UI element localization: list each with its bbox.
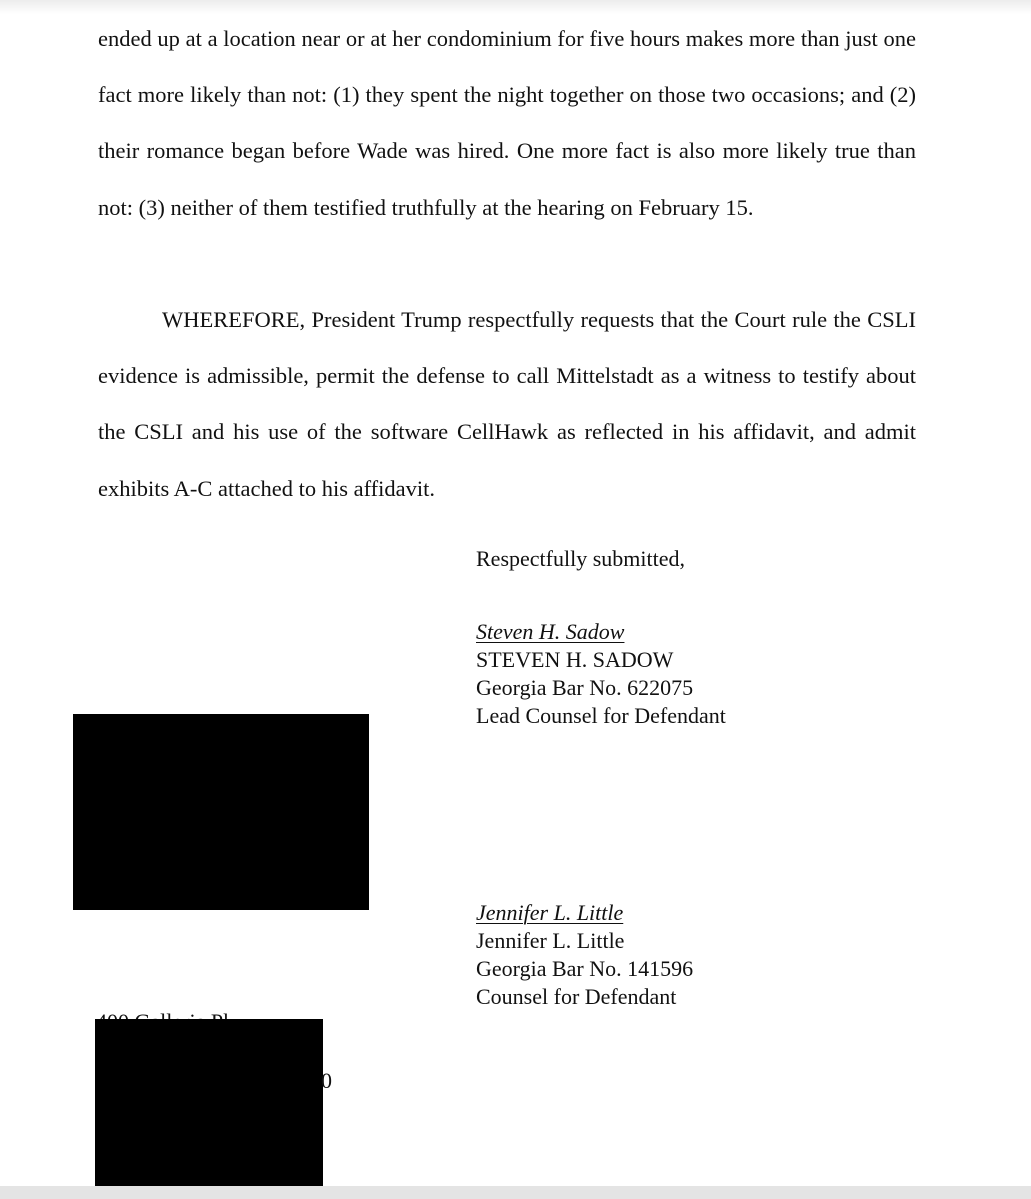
wherefore-paragraph: WHEREFORE, President Trump respectfully requests that the Court rule the CSLI evidence is admissible, permit the defense to call Mittelstadt as a witness to testify about the CSLI and his use of the software CellHawk as reflected in his affidavit, and admit exhibits A-C attached to his affidavit. bbox=[98, 307, 916, 501]
redaction-residue-text bbox=[96, 1011, 266, 1019]
bar-number: Georgia Bar No. 622075 bbox=[476, 675, 694, 700]
closing-line: Respectfully submitted, bbox=[476, 546, 685, 571]
signatory-name: Jennifer L. Little bbox=[476, 928, 625, 953]
redaction-residue-glyph: 0 bbox=[321, 1068, 332, 1093]
bar-number: Georgia Bar No. 141596 bbox=[476, 956, 694, 981]
signature-sadow: Steven H. Sadow bbox=[476, 619, 625, 644]
signature-block-counsel bbox=[476, 899, 693, 1011]
signatory-name: STEVEN H. SADOW bbox=[476, 647, 674, 672]
counsel-role: Counsel for Defendant bbox=[476, 984, 677, 1009]
signature-block-lead-counsel bbox=[476, 618, 726, 730]
signature-little: Jennifer L. Little bbox=[476, 900, 624, 925]
redaction-box-2 bbox=[95, 1019, 323, 1187]
body-paragraph-1: ended up at a location near or at her condominium for five hours makes more than just one fact more likely than not: (1) they spent the night together on those two occasions; and (2) their romance began before Wade was hired. One more fact is also more likely true than not: (3) neither of them testified truthfully at the hearing on February 15. bbox=[98, 26, 916, 220]
redaction-box-1 bbox=[73, 714, 369, 910]
counsel-role: Lead Counsel for Defendant bbox=[476, 703, 726, 728]
page-bottom-shadow bbox=[0, 1186, 1031, 1199]
